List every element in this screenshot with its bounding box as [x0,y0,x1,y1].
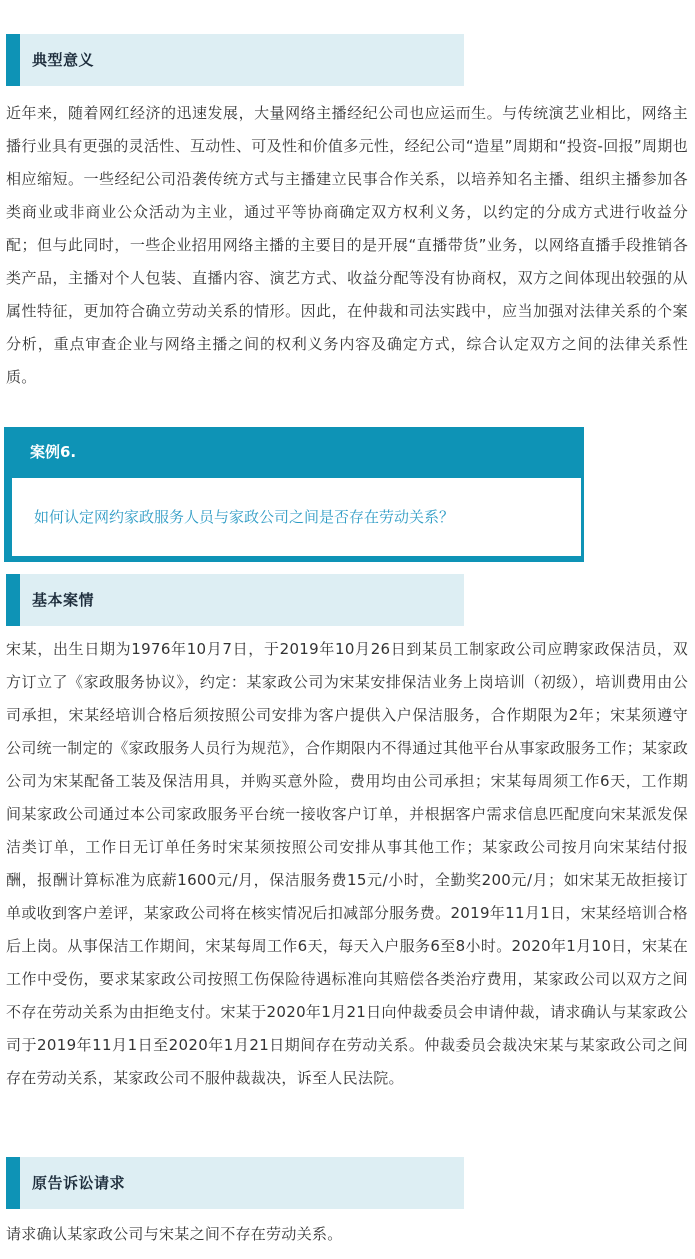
section-accent-bar [6,574,20,626]
case-question-box [12,478,581,556]
section-title: 原告诉讼请求 [32,1174,126,1192]
case-question: 如何认定网约家政服务人员与家政公司之间是否存在劳动关系？ [34,508,455,526]
section-title: 基本案情 [32,591,95,609]
section-title: 典型意义 [32,51,95,69]
case-label: 案例6. [30,443,77,461]
section-accent-bar [6,1157,20,1209]
section-header-facts [6,574,464,626]
facts-paragraph: 宋某，出生日期为1976年10月7日，于2019年10月26日到某员工制家政公司应聘家政保洁员，双方订立了《家政服务协议》，约定：某家政公司为宋某安排保洁业务上岗培训（初级），培训费用由公司承担，宋某经培训合格后须按照公司安排为客户提供入户保洁服务，合作期限为2年；宋某须遵守公司统一制定的《家政服务人员行为规范》，合作期限内不得通过其他平台从事家政服务工作；某家政公司为宋某配备工装及保洁用具，并购买意外险，费用均由公司承担；宋某每周须工作6天，工作期间某家政公司通过本公司家政服务平台统一接收客户订单，并根据客户需求信息匹配度向宋某派发保洁类订单，工作日无订单任务时宋某须按照公司安排从事其他工作；某家政公司按月向宋某结付报酬，报酬计算标准为底薪1600元/月，保洁服务费15元/小时，全勤奖200元/月；如宋某无故拒接订单或收到客户差评，某家政公司将在核实情况后扣减部分服务费。2019年11月1日，宋某经培训合格后上岗。从事保洁工作期间，宋某每周工作6天，每天入户服务6至8小时。2020年1月10日，宋某在工作中受伤，要求某家政公司按照工伤保险待遇标准向其赔偿各类治疗费用，某家政公司以双方之间不存在劳动关系为由拒绝支付。宋某于2020年1月21日向仲裁委员会申请仲裁，请求确认与某家政公司于2019年11月1日至2020年1月21日期间存在劳动关系。仲裁委员会裁决宋某与某家政公司之间存在劳动关系，某家政公司不服仲裁裁决，诉至人民法院。 [6,640,688,1087]
section-accent-bar [6,34,20,86]
case-box [4,427,584,562]
claim-paragraph: 请求确认某家政公司与宋某之间不存在劳动关系。 [6,1225,343,1243]
section-header-claim [6,1157,464,1209]
section-header-significance [6,34,464,86]
significance-paragraph: 近年来，随着网红经济的迅速发展，大量网络主播经纪公司也应运而生。与传统演艺业相比，网络主播行业具有更强的灵活性、互动性、可及性和价值多元性，经纪公司“造星”周期和“投资-回报”周期也相应缩短。一些经纪公司沿袭传统方式与主播建立民事合作关系，以培养知名主播、组织主播参加各类商业或非商业公众活动为主业，通过平等协商确定双方权利义务，以约定的分成方式进行收益分配；但与此同时，一些企业招用网络主播的主要目的是开展“直播带货”业务，以网络直播手段推销各类产品，主播对个人包装、直播内容、演艺方式、收益分配等没有协商权，双方之间体现出较强的从属性特征，更加符合确立劳动关系的情形。因此，在仲裁和司法实践中，应当加强对法律关系的个案分析，重点审查企业与网络主播之间的权利义务内容及确定方式，综合认定双方之间的法律关系性质。 [6,104,688,386]
